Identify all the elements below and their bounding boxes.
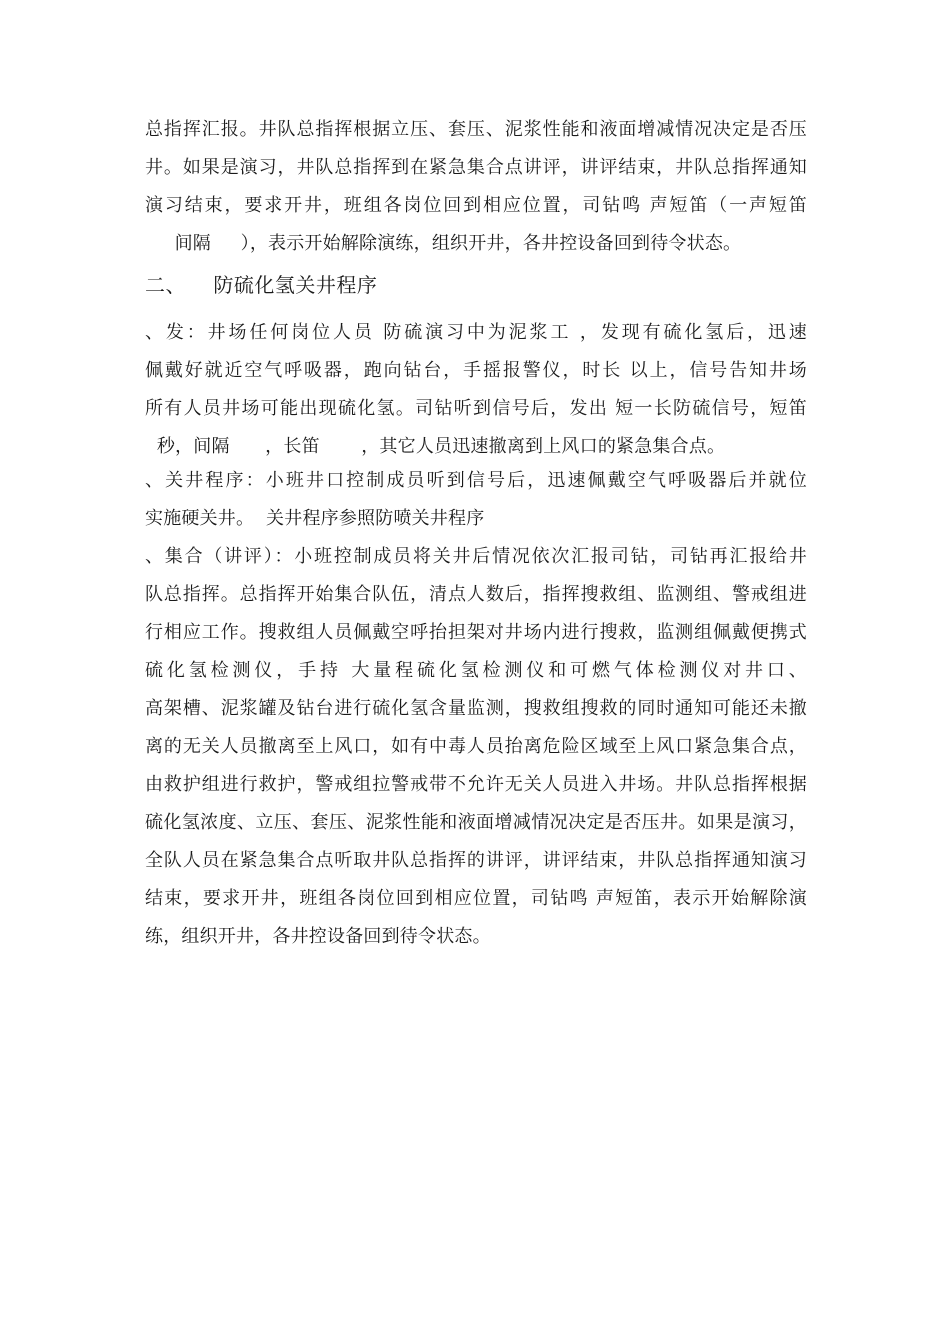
body-text-line: 高架槽、泥浆罐及钻台进行硫化氢含量监测，搜救组搜救的同时通知可能还未撤 xyxy=(145,698,807,719)
body-text-line: 佩戴好就近空气呼吸器，跑向钻台，手摇报警仪，时长 以上，信号告知井场 xyxy=(145,360,807,381)
body-text-line: 结束，要求开井，班组各岗位回到相应位置，司钻鸣 声短笛，表示开始解除演 xyxy=(145,888,807,909)
body-text-line: 练，组织开井，各井控设备回到待令状态。 xyxy=(145,926,491,947)
body-text-line: 硫化氢浓度、立压、套压、泥浆性能和液面增减情况决定是否压井。如果是演习， xyxy=(145,812,807,833)
body-text-line: 、关井程序：小班井口控制成员听到信号后，迅速佩戴空气呼吸器后并就位 xyxy=(145,470,807,491)
body-text-line: 离的无关人员撤离至上风口，如有中毒人员抬离危险区域至上风口紧急集合点， xyxy=(145,736,807,757)
body-text-line: 由救护组进行救护，警戒组拉警戒带不允许无关人员进入井场。井队总指挥根据 xyxy=(145,774,807,795)
body-text-line: 间隔 ），表示开始解除演练，组织开井，各井控设备回到待令状态。 xyxy=(145,233,742,254)
body-text-line: 总指挥汇报。井队总指挥根据立压、套压、泥浆性能和液面增减情况决定是否压 xyxy=(145,119,807,140)
section-heading: 二、 防硫化氢关井程序 xyxy=(145,273,378,297)
body-text-line: 队总指挥。总指挥开始集合队伍，清点人数后，指挥搜救组、监测组、警戒组进 xyxy=(145,584,807,605)
body-text-line: 行相应工作。搜救组人员佩戴空呼抬担架对井场内进行搜救，监测组佩戴便携式 xyxy=(145,622,807,643)
body-text-line: 全队人员在紧急集合点听取井队总指挥的讲评，讲评结束，井队总指挥通知演习 xyxy=(145,850,807,871)
body-text-line: 、发：井场任何岗位人员 防硫演习中为泥浆工 ，发现有硫化氢后，迅速 xyxy=(145,322,807,343)
body-text-line: 秒，间隔 ，长笛 ，其它人员迅速撤离到上风口的紧急集合点。 xyxy=(145,436,726,457)
body-text-line: 演习结束，要求开井，班组各岗位回到相应位置，司钻鸣 声短笛（一声短笛 xyxy=(145,195,807,216)
body-text-line: 所有人员井场可能出现硫化氢。司钻听到信号后，发出 短一长防硫信号，短笛 xyxy=(145,398,807,419)
body-text-line: 、集合（讲评）：小班控制成员将关井后情况依次汇报司钻，司钻再汇报给井 xyxy=(145,546,807,567)
body-text-line: 实施硬关井。 关井程序参照防喷关井程序 xyxy=(145,508,485,529)
body-text-line: 硫化氢检测仪，手持 大量程硫化氢检测仪和可燃气体检测仪对井口、 xyxy=(145,660,807,681)
body-text-line: 井。如果是演习，井队总指挥到在紧急集合点讲评，讲评结束，井队总指挥通知 xyxy=(145,157,807,178)
